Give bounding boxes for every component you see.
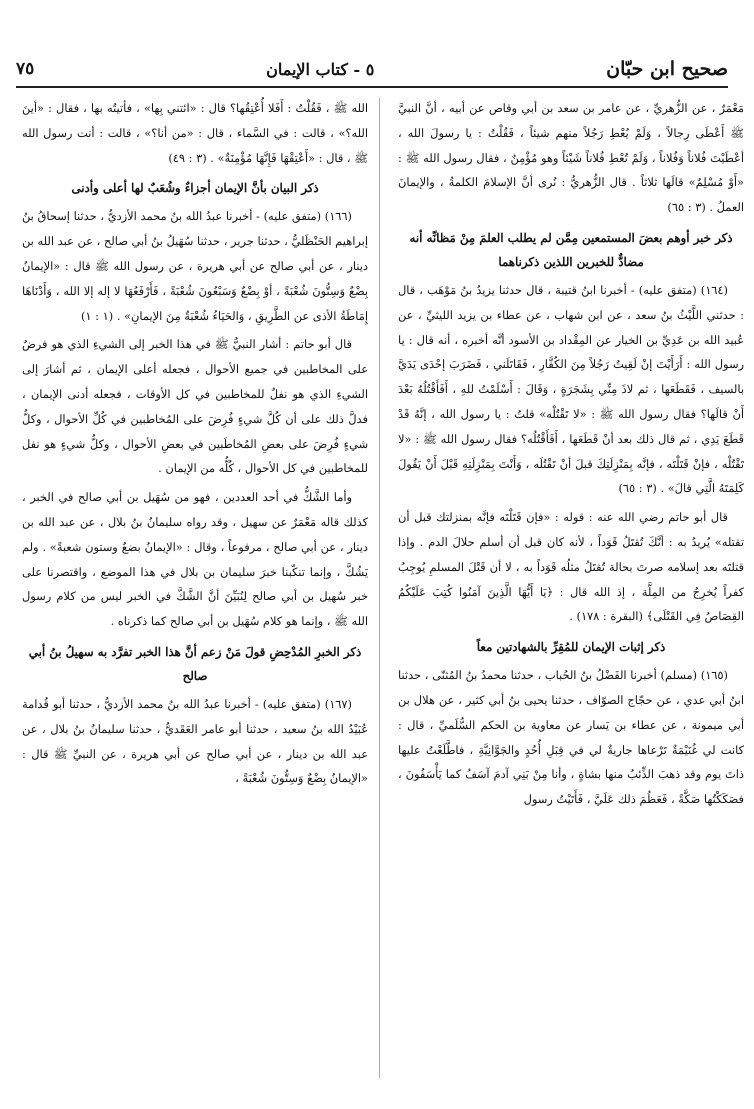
paragraph: (١٦٦) (متفق عليه) - أخبرنا عبدُ الله بنُ محمد الأزديُّ ، حدثنا إسحاقُ بنُ إبراهيم الحَنْظَليُّ ، حدثنا جرير ، حدثنا سُهَيلُ بنُ أبي صالح ، عن عبد الله بن دينار ، عن أبي صالح عن أبي هريرة ، عن رسول الله ﷺ قال : «الإيمانُ بِضْعٌ وَسِتُّونَ شُعْبَةً ، أوْ بِضْعٌ وَسَبْعُونَ شُعْبَةً ، فَأَرْفَعُهَا لا إله إلا الله ، وَأَدْنَاهَا إِمَاطَةُ الأذى عن الطَّرِيقِ ، وَالحَيَاءُ شُعْبَةٌ مِنَ الإيمانِ» . (١ : ١) [22, 209, 368, 323]
section-heading: ذكر الخبرِ المُدْحِضِ قولَ مَنْ زعم أنَّ هذا الخبر تفرَّد به سهيلُ بنُ أبي صالح [28, 644, 362, 683]
paragraph: الله ﷺ ، فَقُلْتُ : أَفَلا أُعْتِقُها؟ قال : «ائتني بِها» ، فأتيتُه بها ، فقال : «أينَ الله؟» ، قالت : في السَّماء ، قال : «من أنا؟» ، قالت : أنت رسول الله ﷺ ، قال : «أَعْتِقْهَا فَإِنَّهَا مُؤْمِنَةٌ» . (٣ : ٤٩) [22, 101, 368, 165]
paragraph: وأما الشَّكُّ في أحد العددين ، فهو من سُهَيل بن أبي صالح في الخبر ، كذلك قاله مَعْمَرٌ عن سهيل ، وقد رواه سليمانُ بنُ بلال ، عن عبد الله بن دينار ، عن أبي صالح ، مرفوعاً ، وقال : «الإيمانُ بضعٌ وستون شعبةً» . ولم يَشُكَّ ، وإنما تنكّبنا خبرَ سليمان بن بلال في هذا الموضع ، واقتصرنا على خبر سُهيل بن أبي صالح لِنُبَيِّنَ أنَّ الشَّكَّ في الخبر ليس من كلام رسول الله ﷺ ، وإنما هو كلام سُهَيل بن أبي صالح كما ذكرناه . [22, 490, 368, 629]
chapter-title: ٥ - كتاب الإيمان [266, 59, 375, 79]
section-heading: ذكر خبر أوهم بعضَ المستمعين مِمَّن لم يطلب العلمَ مِنْ مَظانِّه أنه مضادٌّ للخبرين اللذين ذكرناهما [409, 230, 733, 269]
paragraph: قال أبو حاتم رضي الله عنه : قوله : «فإن قَتَلْتَه فإنَّه بمنزلتك قبل أن تقتله» يُريدُ به : أنَّكَ تُقتَلُ قَوَداً ، لأنه كان قبل أن أسلم حلالَ الدم . وإذا قتلتَه بعد إسلامه صرتَ بحالة تُقتَلُ مثلُه قَوَداً به ، لا أن قَتْلَ المسلمِ يُوجِبُ كفراً يُخرِجُ من المِلَّة ، إذ الله قال : ﴿يَا أَيُّهَا الَّذِينَ آمَنُوا كُتِبَ عَلَيْكُمُ القِصَاصُ فِي القَتْلَى﴾ (البقرة : ١٧٨) . [398, 510, 744, 624]
left-column [22, 96, 368, 1086]
paragraph: (١٦٥) (مسلم) أخبرنا الفَضْلُ بنُ الحُباب ، حدثنا محمدُ بنُ المُثنّى ، حدثنا ابنُ أبي عدي ، عن حجّاج الصوّاف ، حدثنا يحيى بنُ أبي كثير ، عن هلال بن أبي ميمونة ، عن عطاء بن يَسار عن معاوية بن الحكم السُّلَميِّ ، قال : كانت لي غُنَيْمَةٌ تَرْعاها جاريةٌ لي في قِبَلِ أُحُدٍ والجَوَّانِيَّةِ ، فاطَّلَعْتُ عليها ذاتَ يوم وقد ذهبَ الذِّئبُ منها بشاةٍ ، وأنا مِنْ بَنِي آدمَ آسَفُ كما يَأْسَفُونَ ، فصَكَكْتُها صَكَّةً ، فَعَظُمَ ذلك عَلَيَّ ، فَأَتَيْتُ رسول [398, 668, 744, 807]
page-header [16, 52, 728, 88]
paragraph: (١٦٤) (متفق عليه) - أخبرنا ابنُ قتيبة ، قال حدثنا يزيدُ بنُ مَوْهَب ، قال : حدثني اللَّيْثُ بنُ سعد ، عن ابن شهاب ، عن عطاء بن يزيد الليثيِّ ، عن عُبيد الله بن عَدِيِّ بن الخيار عن المِقْداد بن الأسود أنَّه أخبره ، أنه قال : يا رسول الله : أَرَأَيْتَ إنْ لَقِيتُ رَجُلاً مِنَ الكُفَّارِ ، فَقَاتَلَني ، فَضَرَبَ إحْدَى يَدَيَّ بالسيف ، فَقَطَعَها ، ثم لاذَ مِنِّي بِشَجَرَةٍ ، وَقَالَ : أَسْلَمْتُ للهِ ، أَفَأَقْتُلُهُ بَعْدَ أَنْ قالَها؟ فقال رسول الله ﷺ : «لا تَقْتُلْه» قلتُ : يا رسول الله ، إنَّهُ قَدْ قَطَعَ يَدِي ، ثم قال ذلك بعد أنْ قَطَعَها ، أَفَأَقْتُلُه؟ فقال رسول الله ﷺ : «لا تَقْتُلْه ، فإنْ قَتَلْتَه ، فإنَّه بِمَنْزِلَتِكَ قبلَ أنْ تَقْتُلَه ، وَأَنْتَ بِمَنْزِلَتِهِ قَبْلَ أَنْ يَقُولَ كَلِمَتَهُ الَّتِي قالَ» . (٣ : ٦٥) [398, 282, 744, 496]
right-column [398, 96, 744, 1086]
paragraph: قال أبو حاتم : أشار النبيُّ ﷺ في هذا الخبر إلى الشيءِ الذي هو فرضٌ على المخاطبين في جميع الأحوال ، فجعله أعلى الإيمان ، ثم أشارَ إلى الشيءِ الذي هو نفلٌ للمخاطبين في كل الأوقات ، فجعله أدنى الإيمان ، فدلَّ ذلك على أن كُلَّ شيءٍ فُرِضَ على المُخاطبين في كُلِّ الأحوال ، وكلُّ شيءٍ فُرِضَ على بعضِ المُخاطَبين في بعضِ الأحوال ، وكلُّ شيءٍ هو نفل للمخاطبين في كل الأحوال ، كُلُّه من الإيمان . [22, 337, 368, 476]
section-heading: ذكر البيان بأنَّ الإيمان أجزاءٌ وشُعَبٌ لها أعلى وأدنى [71, 181, 319, 196]
paragraph: (١٦٧) (متفق عليه) - أخبرنا عبدُ الله بنُ محمد الأزديُّ ، حدثنا أبو قُدامة عُبَيْدُ الله بنُ سعيد ، حدثنا أبو عامر العَقَديُّ ، حدثنا سليمانُ بنُ بلال ، عن عبد الله بن دينار ، عن أبي صالح عن أبي هريرة ، عن النبيِّ ﷺ قال : «الإيمانُ بِضْعٌ وَسِتُّونَ شُعْبَةً ، [22, 696, 368, 786]
page-number: ٧٥ [16, 59, 35, 79]
paragraph: مَعْمَرٌ ، عن الزُّهريِّ ، عن عامر بن سعد بن أبي وقاص عن أبيه ، أنَّ النبيَّ ﷺ أَعْطَى رِجالاً ، وَلَمْ يُعْطِ رَجُلاً منهم شيئاً ، فَقُلْتُ : يا رسولَ الله ، أعْطَيْتَ فُلاناً وَفُلاناً ، وَلَمْ تُعْطِ فُلاناً شَيْئاً وهو مُؤْمِنٌ ، فقال رسول الله ﷺ : «أَوْ مُسْلِمٌ» قالَها ثلاثاً . قال الزُّهريُّ : نُرى أنَّ الإسلامَ الكلمةُ ، والإيمانَ العملُ . (٣ : ٦٥) [398, 101, 744, 215]
section-heading: ذكر إثبات الإيمان للمُقِرِّ بالشهادتين معاً [476, 640, 666, 655]
book-title: صحيح ابن حبّان [606, 58, 728, 80]
column-divider [379, 98, 380, 1078]
